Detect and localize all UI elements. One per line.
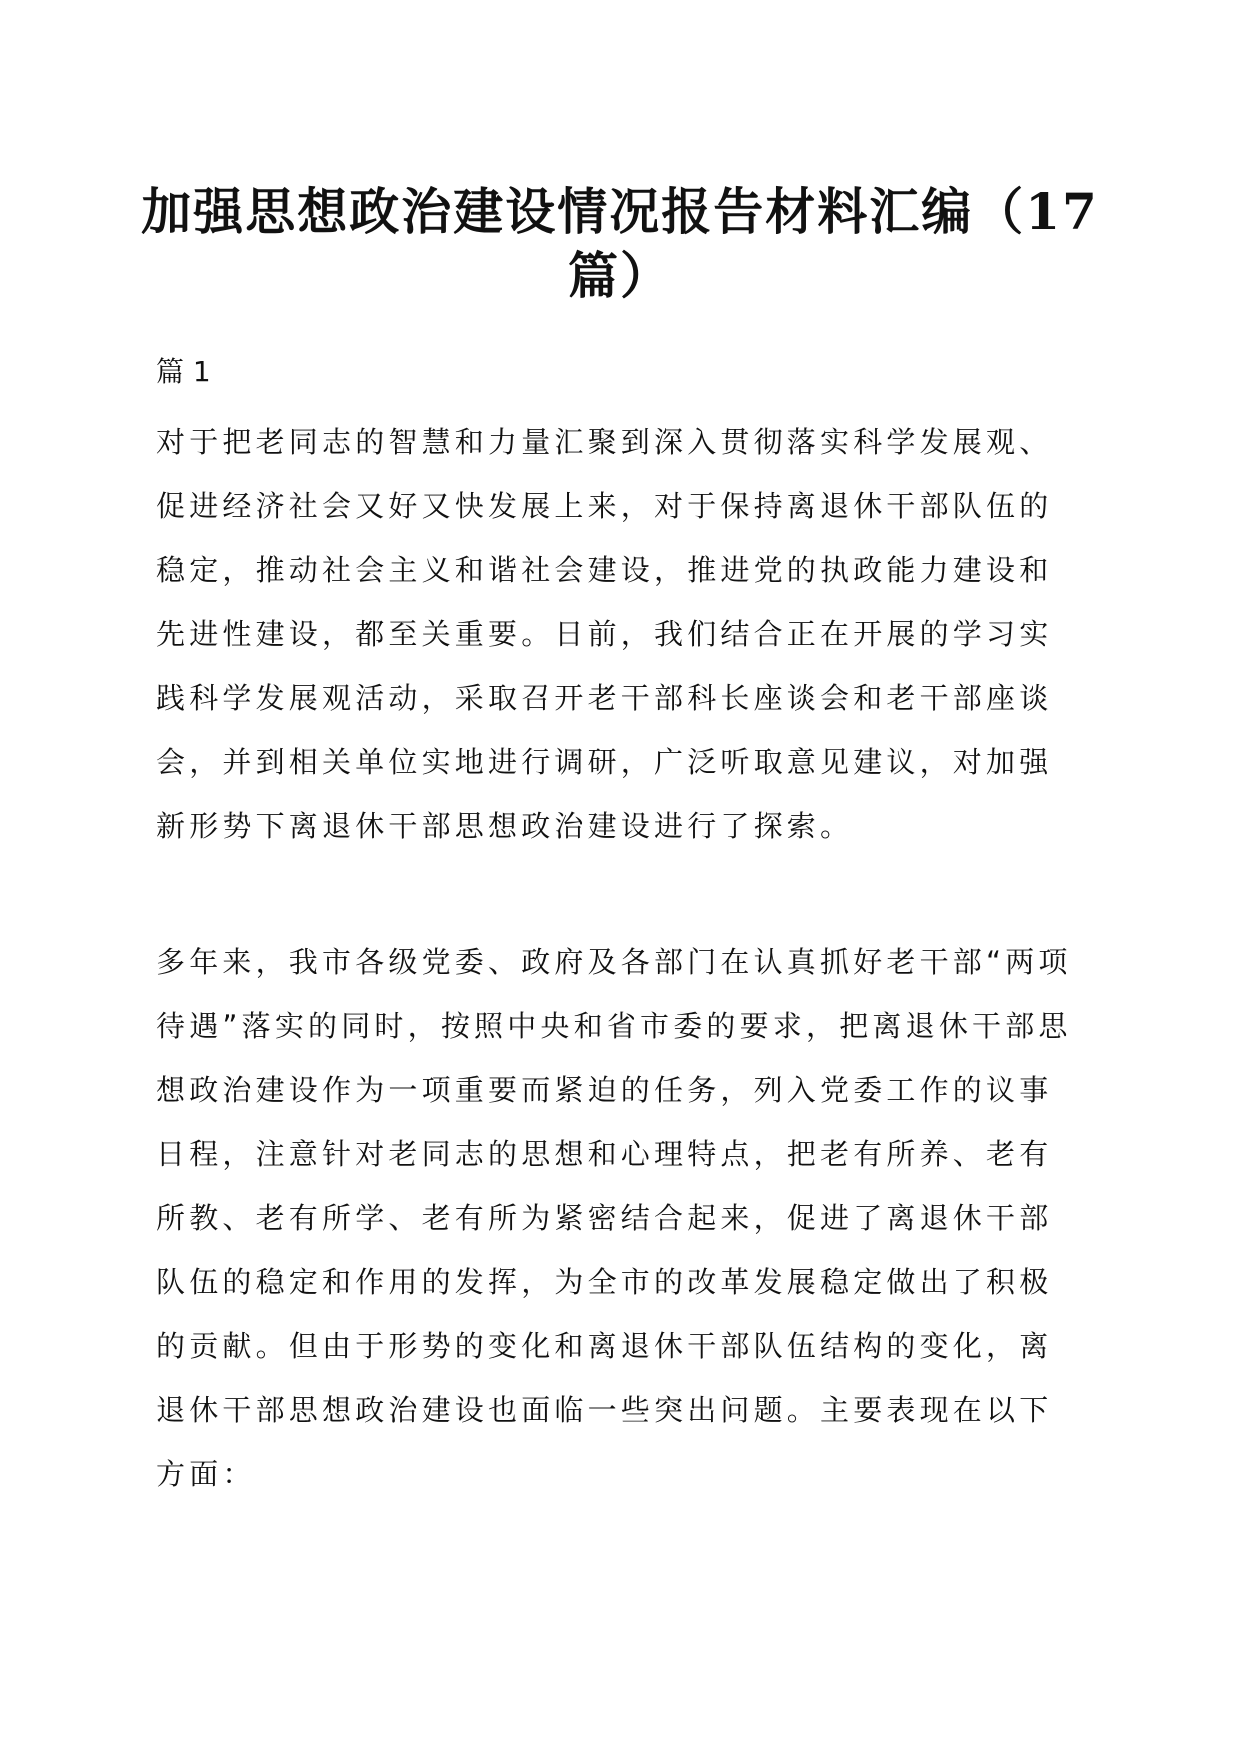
body-paragraph-1: 对于把老同志的智慧和力量汇聚到深入贯彻落实科学发展观、促进经济社会又好又快发展上来，对于保持离退休干部队伍的稳定，推动社会主义和谐社会建设，推进党的执政能力建设和先进性建设，都至关重要。日前，我们结合正在开展的学习实践科学发展观活动，采取召开老干部科长座谈会和老干部座谈会，并到相关单位实地进行调研，广泛听取意见建议，对加强新形势下离退休干部思想政治建设进行了探索。	[156, 425, 1053, 843]
body-paragraph-2: 多年来，我市各级党委、政府及各部门在认真抓好老干部“两项待遇”落实的同时，按照中央和省市委的要求，把离退休干部思想政治建设作为一项重要而紧迫的任务，列入党委工作的议事日程，注意针对老同志的思想和心理特点，把老有所养、老有所教、老有所学、老有所为紧密结合起来，促进了离退休干部队伍的稳定和作用的发挥，为全市的改革发展稳定做出了积极的贡献。但由于形势的变化和离退休干部队伍结构的变化，离退休干部思想政治建设也面临一些突出问题。主要表现在以下方面：	[156, 945, 1072, 1491]
section-label: 篇 1	[156, 355, 211, 388]
document-title: 加强思想政治建设情况报告材料汇编（17篇）	[141, 182, 1099, 305]
